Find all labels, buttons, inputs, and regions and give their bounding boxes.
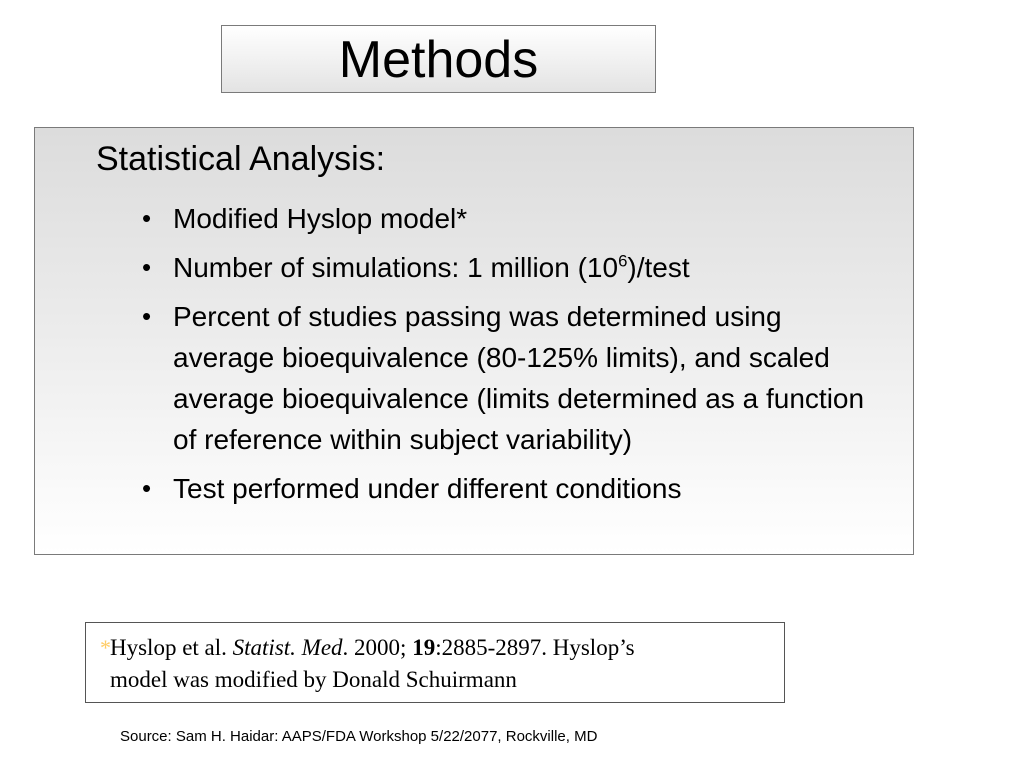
reference-box [85, 622, 785, 703]
section-heading: Statistical Analysis: [96, 140, 386, 178]
reference-volume: 19 [412, 635, 436, 660]
bullet-item-simulations [142, 247, 882, 288]
bullet-dot: • [142, 252, 152, 282]
bullet-text: Number of simulations: 1 million (10 [173, 252, 619, 283]
bullet-text: Modified Hyslop model* [173, 203, 468, 234]
source-citation: Source: Sam H. Haidar: AAPS/FDA Workshop 5/22/2077, Rockville, MD [120, 728, 598, 745]
reference-pages: :2885-2897. Hyslop’s [435, 635, 635, 660]
bullet-list [142, 198, 882, 517]
reference-journal: Statist. Med [232, 635, 343, 660]
reference-note: model was modified by Donald Schuirmann [110, 667, 517, 692]
slide-title: Methods [338, 31, 539, 89]
exponent: 6 [618, 251, 628, 271]
reference-asterisk: * [100, 635, 111, 660]
bullet-dot: • [142, 301, 152, 331]
bullet-dot: • [142, 473, 152, 503]
content-box [34, 127, 914, 555]
bullet-item-conditions [142, 468, 882, 509]
bullet-item-percent-passing [142, 296, 882, 460]
reference-year: . 2000; [342, 635, 413, 660]
bullet-text: Percent of studies passing was determined using average bioequivalence (80-125% limits), and scaled average bioequivalence (limits determined as a function of reference within subject variability) [173, 301, 865, 455]
bullet-dot: • [142, 203, 152, 233]
title-box [221, 25, 656, 93]
bullet-text-suffix: )/test [627, 252, 690, 283]
bullet-text: Test performed under different conditions [173, 473, 682, 504]
reference-author: Hyslop et al. [110, 635, 233, 660]
bullet-item-model [142, 198, 882, 239]
